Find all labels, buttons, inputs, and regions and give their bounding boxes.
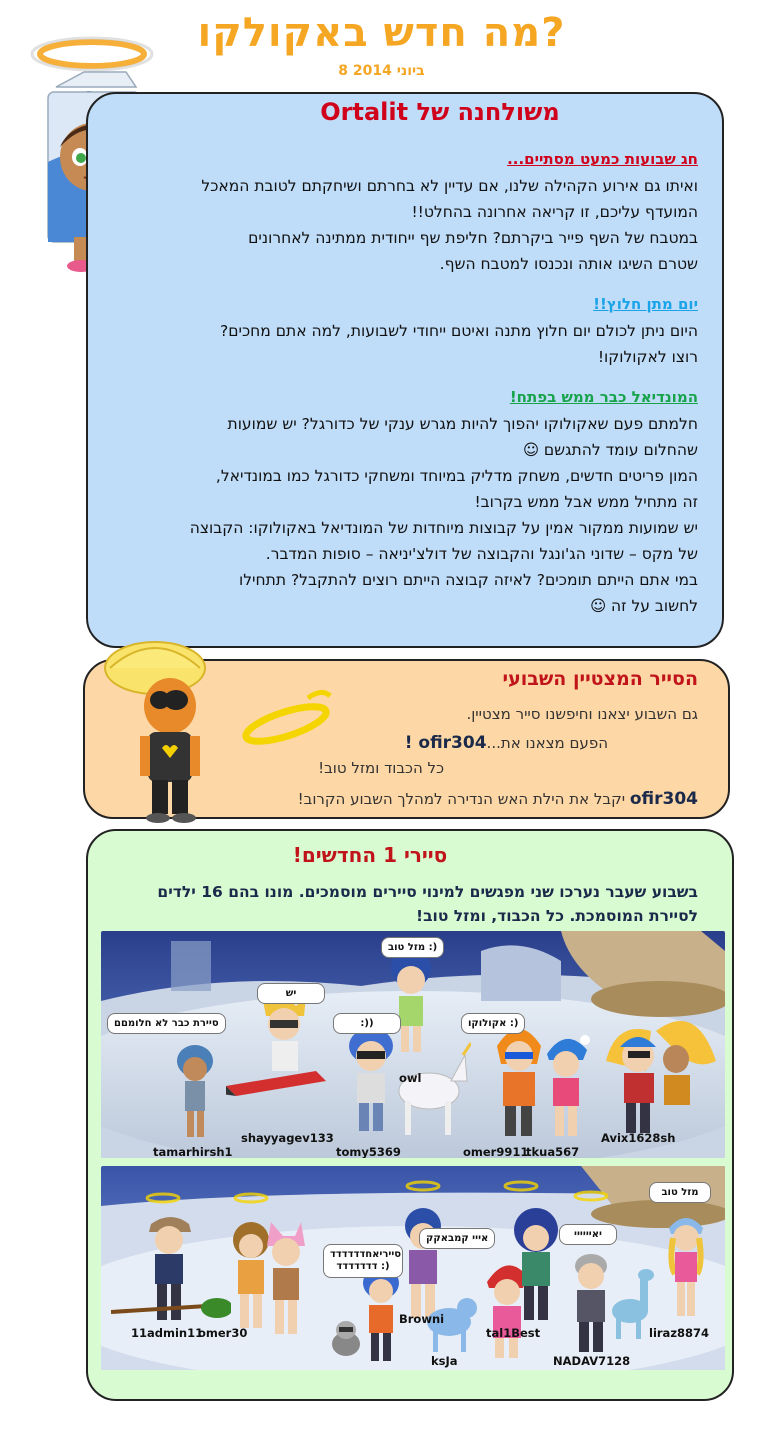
text-line: היום ניתן לכולם יום חלוץ מתנה ואיטם ייחודי לשבועות, למה אתם מחכים? <box>220 322 698 340</box>
username-label: tomy5369 <box>336 1145 401 1158</box>
chat-bubble: יש <box>257 983 325 1004</box>
avatar-11admin11 <box>111 1206 231 1346</box>
text-line: המון פריטים חדשים, משחק מדליק במיוחד ומשחקי כדורגל כמו במונדיאל, <box>215 467 698 485</box>
chat-bubble: מזל טוב <box>649 1182 711 1203</box>
prize-text: יקבל את הילת האש הנדירה למהלך השבוע הקרוב! <box>297 790 630 808</box>
weekly-scout-line2 <box>300 733 608 753</box>
avatar-tkua567 <box>541 1026 591 1141</box>
chat-bubble: סיירת כבר לא חלומםם <box>107 1013 226 1034</box>
text-line: במטבח של השף פייר ביקרתם? חליפת שף ייחודית ממתינה לאחרונים <box>248 229 698 247</box>
ceremony-screenshot-2 <box>101 1166 725 1370</box>
avatar-Avix1628sh-group <box>596 1001 721 1141</box>
announcement-heading: משולחנה של Ortalit <box>320 98 560 126</box>
text-line: חלמתם פעם שאקולוקו יהפוך להיות מגרש ענקי של כדורגל? יש שמועות <box>227 415 698 433</box>
new-scouts-paragraph <box>110 880 698 928</box>
chat-bubble: יאיייייי <box>559 1224 617 1245</box>
new-scouts-heading: סיירי 1 החדשים! <box>292 843 448 867</box>
ceremony-screenshot-1 <box>101 931 725 1158</box>
avatar-omer9911 <box>491 1016 547 1141</box>
text-line: שהחלום עומד להתגשם ☺ <box>522 441 698 459</box>
avatar-shayyagev133 <box>226 986 336 1116</box>
section-title-shavuot: חג שבועות כמעט מסתיים... <box>507 150 698 168</box>
username-label: tal1Best <box>486 1326 541 1340</box>
text-line: ואיתו גם אירוע הקהילה שלנו, אם עדיין לא בחרתם ושיחקתם לטובת המאכל <box>201 177 698 195</box>
scout-name: ofir304 ! <box>404 733 487 753</box>
avatar-blue-hair <box>381 946 441 1056</box>
section-title-mundial: המונדיאל כבר ממש בפתח! <box>509 388 698 406</box>
username-label: owl <box>399 1071 422 1085</box>
avatar-tamarhirsh1 <box>173 1041 217 1141</box>
username-label: omer30 <box>198 1326 248 1340</box>
chat-bubble: אייי קמבאקק <box>419 1228 495 1249</box>
text-line: לסיירת המוסמכת. כל הכבוד, ומזל טוב! <box>416 907 698 925</box>
avatar-pink-cat-hat <box>261 1216 311 1346</box>
username-label: tamarhirsh1 <box>153 1145 233 1158</box>
section-body-mundial <box>110 411 698 619</box>
weekly-scout-line1: גם השבוע יצאנו וחיפשנו סייר מצטיין. <box>466 705 698 723</box>
text-line: לחשוב על זה ☺ <box>589 597 698 615</box>
text-line: בשבוע שעבר נערכו שני מפגשים למינוי סיירים מוסמכים. מונו בהם 16 ילדים <box>157 883 698 901</box>
username-label: Avix1628sh <box>601 1131 676 1145</box>
weekly-scout-line4 <box>220 789 698 809</box>
username-label: tkua567 <box>526 1145 580 1158</box>
text-line: שטרם השיגו אותה ונכנסו למטבח השף. <box>439 255 698 273</box>
chat-bubble: אקולוקו :) <box>461 1013 525 1034</box>
username-label: NADAV7128 <box>553 1354 631 1368</box>
scout-character-illustration <box>100 628 220 828</box>
text-line: של מקס – שדוני הג'ונגל והקבוצה של דולצ'יניאה – סופות המדבר. <box>265 545 698 563</box>
username-label: omer9911 <box>463 1145 529 1158</box>
text-line: המועדף עליכם, זו קריאה אחרונה בהחלט!! <box>411 203 698 221</box>
section-body-halutz-day <box>110 318 698 370</box>
weekly-scout-line3: כל הכבוד ומזל טוב! <box>318 759 444 777</box>
chat-bubble: סייריאחדדדדדד דדדדדדד :) <box>323 1244 403 1278</box>
weekly-scout-heading: הסייר המצטיין השבועי <box>502 668 698 690</box>
username-label: Browni <box>399 1312 445 1326</box>
chat-bubble: מזל טוב :) <box>381 937 444 958</box>
section-body-shavuot <box>110 173 698 277</box>
username-label: liraz8874 <box>649 1326 710 1340</box>
avatar-liraz8874 <box>661 1204 711 1324</box>
chat-bubble: :)) <box>333 1013 401 1034</box>
username-label: shayyagev133 <box>241 1131 334 1145</box>
text-line: יש שמועות ממקור אמין על קבוצות מיוחדות של המונדיאל באקולוקו: הקבוצה <box>189 519 698 537</box>
text-line: רוצו לאקולוקו! <box>597 348 698 366</box>
section-title-halutz-day: יום מתן חלוץ!! <box>593 295 698 313</box>
text-line: זה מתחיל ממש אבל ממש בקרוב! <box>474 493 698 511</box>
avatar-tal1Best <box>506 1206 566 1336</box>
found-text: הפעם מצאנו את... <box>486 734 608 752</box>
username-label: ksJa <box>431 1354 458 1368</box>
announcement-content <box>110 150 698 619</box>
text-line: במי אתם הייתם תומכים? לאיזה קבוצה הייתם רוצים להתקבל? תתחילו <box>239 571 698 589</box>
scout-name: ofir304 <box>629 789 698 809</box>
username-label: 11admin11 <box>131 1326 204 1340</box>
newsletter-date: 8 ביוני 2014 <box>338 63 425 79</box>
page-title: מה חדש באקולקו? <box>197 10 566 56</box>
